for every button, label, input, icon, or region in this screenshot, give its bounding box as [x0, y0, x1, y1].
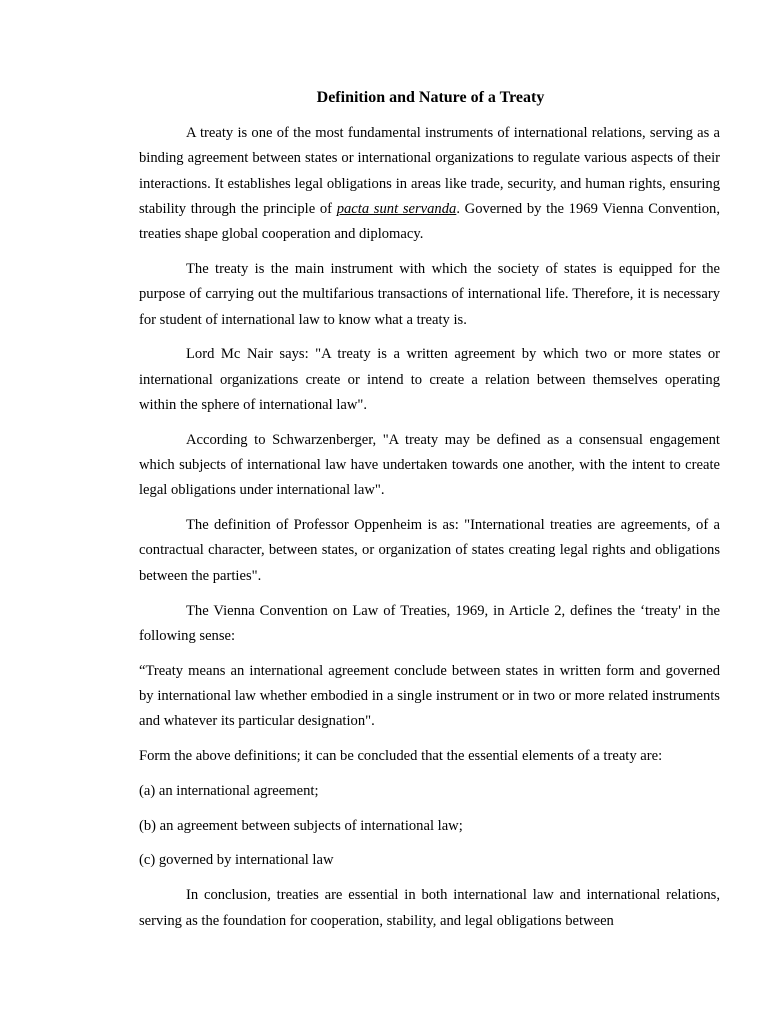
pacta-sunt-servanda-term: pacta sunt servanda [336, 200, 457, 217]
paragraph-intro-text-after: . Governed by the 1969 Vienna Convention, treaties shape global cooperation and diplomacy. [139, 200, 720, 243]
document-title: Definition and Nature of a Treaty [316, 89, 545, 106]
paragraph-main-instrument: The treaty is the main instrument with which the society of states is equipped for the purpose of carrying out the multifarious transactions of international life. Therefore, it is necessary for student of international law to know what a treaty is. [139, 260, 720, 328]
paragraph-treaty-quote: “Treaty means an international agreement conclude between states in written form and governed by international law whether embodied in a single instrument or in two or more related instruments and whatever its particular designation". [139, 662, 720, 730]
paragraph-intro-text-before: A treaty is one of the most fundamental instruments of international relations, serving as a binding agreement between states or international organizations to regulate various aspects of their interactions. It establishes legal obligations in areas like trade, security, and human rights, ensuring stability through the principle of [139, 125, 720, 217]
paragraph-conclusion: In conclusion, treaties are essential in both international law and international relations, serving as the foundation for cooperation, stability, and legal obligations between [139, 887, 720, 929]
list-item-element-c: (c) governed by international law [139, 852, 334, 869]
paragraph-vienna-convention: The Vienna Convention on Law of Treaties, 1969, in Article 2, defines the ‘treaty' in the following sense: [139, 602, 720, 644]
paragraph-schwarzenberger: According to Schwarzenberger, "A treaty may be defined as a consensual engagement which subjects of international law have undertaken towards one another, with the intent to create legal obligations under international law". [139, 431, 720, 499]
paragraph-mcnair: Lord Mc Nair says: "A treaty is a written agreement by which two or more states or international organizations create or intend to create a relation between themselves operating within the sphere of international law". [139, 346, 720, 413]
list-item-element-a: (a) an international agreement; [139, 782, 319, 799]
document-page [139, 88, 720, 943]
paragraph-essential-elements: Form the above definitions; it can be concluded that the essential elements of a treaty are: [139, 748, 663, 765]
paragraph-intro [139, 121, 720, 247]
paragraph-oppenheim: The definition of Professor Oppenheim is as: "International treaties are agreements, of a contractual character, between states, or organization of states creating legal rights and obligations between the parties". [139, 517, 720, 584]
list-item-element-b: (b) an agreement between subjects of international law; [139, 817, 463, 834]
